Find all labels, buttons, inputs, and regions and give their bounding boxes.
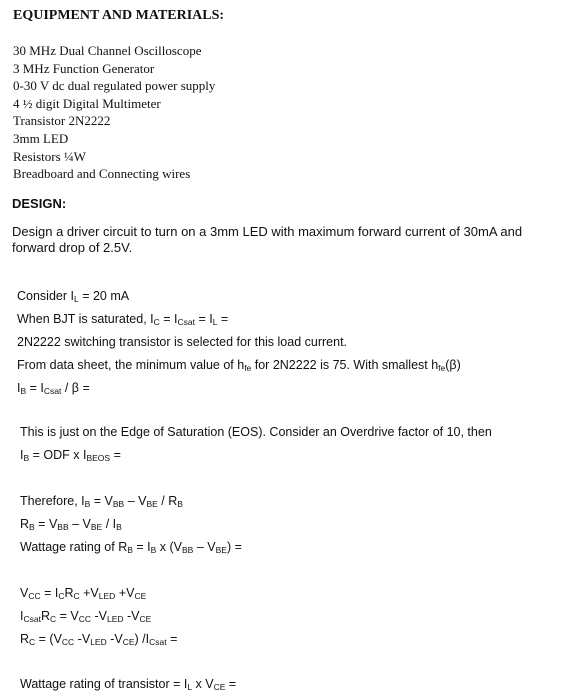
- design-statement: Design a driver circuit to turn on a 3mm LED with maximum forward current of 30mA and forward drop of 2.5V.: [12, 224, 523, 255]
- calc-line-rb: $R_B = V_{BB} - V_{BE} / I_B$: [20, 517, 122, 532]
- calc-line-eos: This is just on the Edge of Saturation (EOS). Consider an Overdrive factor of 10, then: [20, 425, 492, 439]
- calc-line-ib-formula: $I_B = I_{Csat} / \beta$ =: [17, 381, 90, 396]
- equipment-list: [13, 42, 215, 183]
- calc-line-consider-il: Consider $I_L = 20$ mA: [17, 289, 130, 304]
- calc-line-transistor-wattage: Wattage rating of transistor = $I_L$ x $V_{CE}$ =: [20, 677, 237, 692]
- equipment-item: Transistor 2N2222: [13, 113, 111, 129]
- calc-line-icsat-rc: $I_{Csat}R_C = V_{CC}$ $-V_{LED}$ $-V_{CE}$: [20, 609, 152, 624]
- equipment-item: Resistors ¼W: [13, 148, 86, 164]
- calc-line-rb-wattage: Wattage rating of $R_B = I_B$ x $(V_{BB} - V_{BE})$ =: [20, 540, 242, 555]
- calc-line-bjt-saturated: When BJT is saturated, $I_C = I_{Csat} = I_L$ =: [17, 312, 229, 327]
- calc-line-vcc: $V_{CC} = I_CR_C +V_{LED} +V_{CE}$: [20, 586, 147, 601]
- equipment-item: 4 ½ digit Digital Multimeter: [13, 95, 161, 111]
- calc-line-rc: $R_C = (V_{CC}$ $-V_{LED}$ $-V_{CE}$) $/I_{Csat}$ =: [20, 632, 178, 647]
- calc-line-datasheet-hfe: From data sheet, the minimum value of $h_{fe}$ for 2N2222 is 75. With smallest $h_{fe}(\beta)$: [17, 358, 461, 373]
- calc-line-odf: $I_B$ = ODF x $I_{BEOS}$ =: [20, 448, 121, 463]
- equipment-item: 3mm LED: [13, 130, 69, 146]
- equipment-item: Breadboard and Connecting wires: [13, 166, 191, 182]
- equipment-heading: EQUIPMENT AND MATERIALS:: [13, 8, 225, 23]
- equipment-item: 0-30 V dc dual regulated power supply: [13, 78, 216, 94]
- equipment-item: 3 MHz Function Generator: [13, 60, 155, 76]
- calc-line-transistor-selected: 2N2222 switching transistor is selected for this load current.: [17, 335, 348, 349]
- calc-line-therefore-ib: Therefore, $I_B = V_{BB} - V_{BE} / R_B$: [20, 494, 183, 509]
- equipment-item: 30 MHz Dual Channel Oscilloscope: [13, 43, 202, 58]
- design-heading: DESIGN:: [12, 196, 67, 211]
